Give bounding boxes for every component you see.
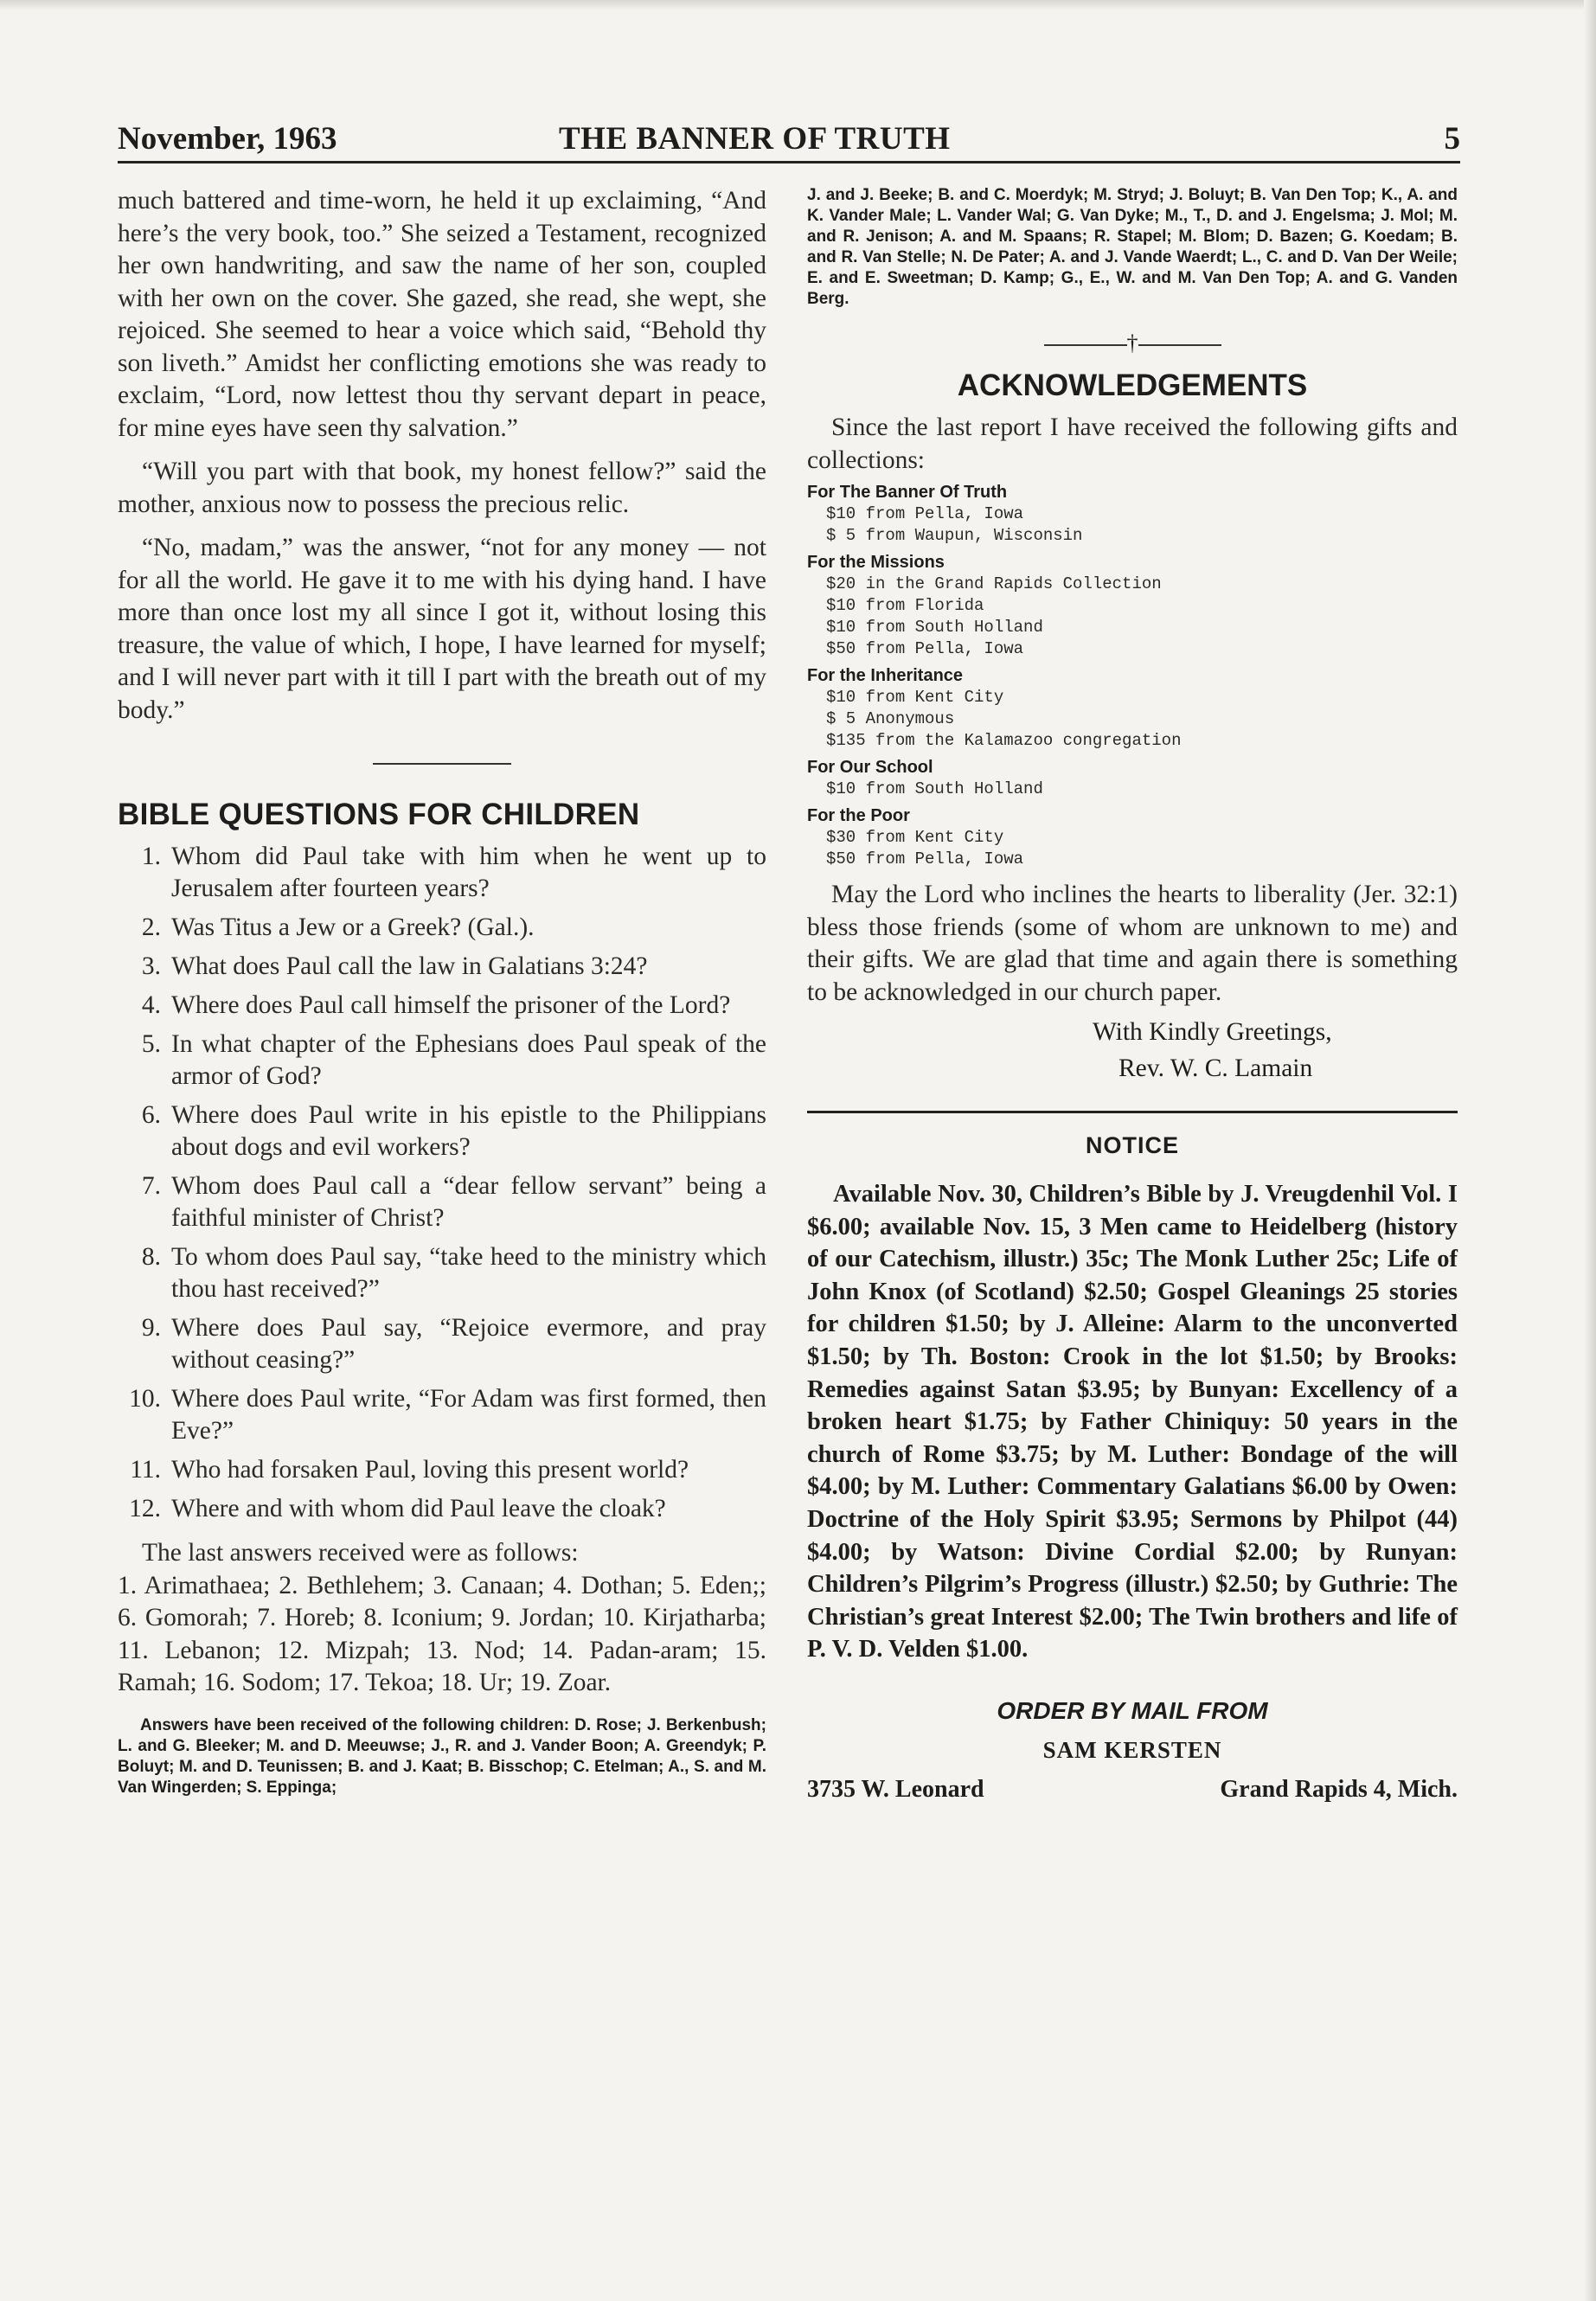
story-paragraph: “Will you part with that book, my honest fellow?” said the mother, anxious now to possess the precious relic. [118, 458, 766, 518]
question-item [118, 1383, 766, 1447]
gift-line: $50 from Pella, Iowa [826, 639, 1024, 658]
question-text: Whom did Paul take with him when he went up to Jerusalem after fourteen years? [171, 843, 766, 902]
divider-line [1138, 344, 1221, 346]
question-number: 3. [141, 952, 161, 980]
acknowledgements-intro: Since the last report I have received the following gifts and collections: [807, 413, 1458, 474]
answers-intro: The last answers received were as follows: [142, 1539, 579, 1567]
divider-line [1044, 344, 1127, 346]
story-paragraph: “No, madam,” was the answer, “not for any money — not for all the world. He gave it to me with his dying hand. I have more than once lost my all since I got it, without losing this treasure, the value of which, I hope, I have learned for myself; and I will never part with it till I part with the breath out of my body.” [118, 534, 766, 724]
question-number: 8. [141, 1243, 161, 1271]
scan-top-edge [0, 0, 1596, 10]
order-title: ORDER BY MAIL FROM [997, 1696, 1268, 1724]
address-city: Grand Rapids 4, Mich. [1220, 1775, 1458, 1803]
acknowledgements-closing: May the Lord who inclines the hearts to liberality (Jer. 32:1) bless those friends (some of whom are unknown to me) and their gifts. We are glad that time and again there is something to be acknowledged in our church paper. [807, 881, 1458, 1006]
gift-line: $10 from Pella, Iowa [826, 504, 1024, 523]
gift-heading: For The Banner Of Truth [807, 483, 1008, 502]
question-number: 7. [141, 1172, 161, 1200]
question-number: 10. [129, 1385, 161, 1413]
gift-line: $30 from Kent City [826, 828, 1004, 847]
question-text: Where does Paul call himself the prisoner of the Lord? [171, 991, 731, 1019]
notice-divider [807, 1111, 1458, 1113]
question-number: 1. [141, 843, 161, 870]
section-divider [373, 763, 511, 765]
children-names-continued: J. and J. Beeke; B. and C. Moerdyk; M. Stryd; J. Boluyt; B. Van Den Top; K., A. and K. Vander Male; L. Vander Wal; G. Van Dyke; M., T., D. and J. Engelsma; J. Mol; M. and R. Jenison; A. and M. Spaans; R. Stapel; M. Blom; D. Bazen; G. Koedam; B. and R. Van Stelle; N. De Pater; A. and J. Vande Waerdt; L., C. and D. Van Der Weile; E. and E. Sweetman; D. Kamp; G., E., W. and M. Van Den Top; A. and G. Vanden Berg. [807, 186, 1458, 308]
question-item [118, 1170, 766, 1234]
gift-line: $ 5 Anonymous [826, 709, 955, 728]
question-text: Where does Paul write in his epistle to the Philippians about dogs and evil workers? [171, 1101, 766, 1161]
dagger-icon: † [1126, 330, 1138, 356]
gift-heading: For the Inheritance [807, 666, 964, 685]
question-number: 4. [141, 991, 161, 1019]
questions-title: BIBLE QUESTIONS FOR CHILDREN [118, 798, 640, 831]
notice-body: Available Nov. 30, Children’s Bible by J. Vreugdenhil Vol. I $6.00; available Nov. 15, 3 Men came to Heidelberg (history of our Catechism, illustr.) 35c; The Monk Luther 25c; Life of John Knox (of Scotland) $2.50; Gospel Gleanings 25 stories for children $1.50; by J. Alleine: Alarm to the unconverted $1.50; by Th. Boston: Crook in the lot $1.50; by Brooks: Remedies against Satan $3.95; by Bunyan: Excellency of a broken heart $1.75; by Father Chiniquy: 50 years in the church of Rome $3.75; by M. Luther: Bondage of the will $4.00; by M. Luther: Commentary Galatians $6.00 by Owen: Doctrine of the Holy Spirit $3.95; Sermons by Philpot (44) $4.00; by Watson: Divine Cordial $2.00; by Runyan: Children’s Pilgrim’s Progress (illustr.) $2.50; by Guthrie: The Christian’s great Interest $2.00; The Twin brothers and life of P. V. D. Velden $1.00. [807, 1181, 1458, 1663]
question-number: 11. [130, 1456, 161, 1484]
gift-heading: For the Poor [807, 806, 910, 825]
gift-line: $10 from South Holland [826, 618, 1043, 637]
question-number: 2. [141, 913, 161, 941]
greeting: With Kindly Greetings, [1093, 1018, 1332, 1046]
question-text: To whom does Paul say, “take heed to the ministry which thou hast received?” [171, 1243, 766, 1303]
gift-group [807, 665, 1458, 752]
scan-right-edge [1584, 0, 1596, 2301]
gift-line: $10 from Kent City [826, 688, 1004, 707]
story-paragraph: much battered and time-worn, he held it up exclaiming, “And here’s the very book, too.” She seized a Testament, recognized her own handwriting, and saw the name of her son, coupled with her own on the cover. She gazed, she read, she wept, she rejoiced. She seemed to hear a voice which said, “Behold thy son liveth.” Amidst her conflicting emotions she was ready to exclaim, “Lord, now lettest thou thy servant depart in peace, for mine eyes have seen thy salvation.” [118, 187, 766, 442]
gift-line: $10 from Florida [826, 596, 984, 615]
dagger-divider [807, 330, 1458, 356]
gift-group [807, 805, 1458, 870]
questions-list [118, 841, 766, 1525]
right-column [807, 185, 1458, 1811]
question-item [118, 1454, 766, 1486]
question-item [118, 1029, 766, 1093]
question-text: Where and with whom did Paul leave the cloak? [171, 1495, 666, 1522]
gift-line: $50 from Pella, Iowa [826, 849, 1024, 868]
question-item [118, 841, 766, 905]
gift-line: $10 from South Holland [826, 779, 1043, 798]
question-text: In what chapter of the Ephesians does Paul speak of the armor of God? [171, 1030, 766, 1090]
question-text: Where does Paul say, “Rejoice evermore, and pray without ceasing?” [171, 1314, 766, 1374]
page-header [118, 119, 1460, 163]
question-item [118, 1312, 766, 1376]
gift-group [807, 552, 1458, 660]
seller-address [807, 1776, 1458, 1811]
gift-group [807, 757, 1458, 800]
left-column [118, 185, 766, 1798]
question-item [118, 990, 766, 1022]
question-text: Was Titus a Jew or a Greek? (Gal.). [171, 913, 535, 941]
question-item [118, 951, 766, 983]
gift-line: $ 5 from Waupun, Wisconsin [826, 526, 1083, 545]
question-number: 12. [129, 1495, 161, 1522]
publication-title: THE BANNER OF TRUTH [559, 121, 951, 157]
gift-group [807, 482, 1458, 547]
gift-heading: For Our School [807, 758, 933, 777]
page-number: 5 [1444, 121, 1460, 157]
question-item [118, 1241, 766, 1305]
question-text: What does Paul call the law in Galatians 3:24? [171, 952, 648, 980]
gift-heading: For the Missions [807, 553, 945, 572]
gift-line: $20 in the Grand Rapids Collection [826, 574, 1162, 593]
question-text: Whom does Paul call a “dear fellow servant” being a faithful minister of Christ? [171, 1172, 766, 1232]
address-street: 3735 W. Leonard [807, 1775, 984, 1803]
question-text: Who had forsaken Paul, loving this present world? [171, 1456, 689, 1484]
question-item [118, 1099, 766, 1163]
signature: Rev. W. C. Lamain [1118, 1054, 1313, 1082]
question-item [118, 912, 766, 944]
gift-line: $135 from the Kalamazoo congregation [826, 731, 1182, 750]
seller-name: SAM KERSTEN [1042, 1736, 1222, 1763]
question-text: Where does Paul write, “For Adam was first formed, then Eve?” [171, 1385, 766, 1445]
answers-list: 1. Arimathaea; 2. Bethlehem; 3. Canaan; 4. Dothan; 5. Eden;; 6. Gomorah; 7. Horeb; 8. Iconium; 9. Jordan; 10. Kirjatharba; 11. Lebanon; 12. Mizpah; 13. Nod; 14. Padan-aram; 15. Ramah; 16. Sodom; 17. Tekoa; 18. Ur; 19. Zoar. [118, 1571, 766, 1696]
acknowledgements-title: ACKNOWLEDGEMENTS [957, 369, 1308, 402]
children-names: Answers have been received of the following children: D. Rose; J. Berkenbush; L. and G. Bleeker; M. and D. Meeuwse; J., R. and J. Vander Boon; A. Greendyk; P. Boluyt; M. and D. Teunissen; B. and J. Kaat; B. Bisschop; C. Etelman; A., S. and M. Van Wingerden; S. Eppinga; [118, 1715, 766, 1797]
notice-title: NOTICE [1085, 1132, 1179, 1158]
question-item [118, 1493, 766, 1525]
question-number: 9. [141, 1314, 161, 1342]
question-number: 5. [141, 1030, 161, 1058]
question-number: 6. [141, 1101, 161, 1129]
issue-date: November, 1963 [118, 121, 337, 157]
